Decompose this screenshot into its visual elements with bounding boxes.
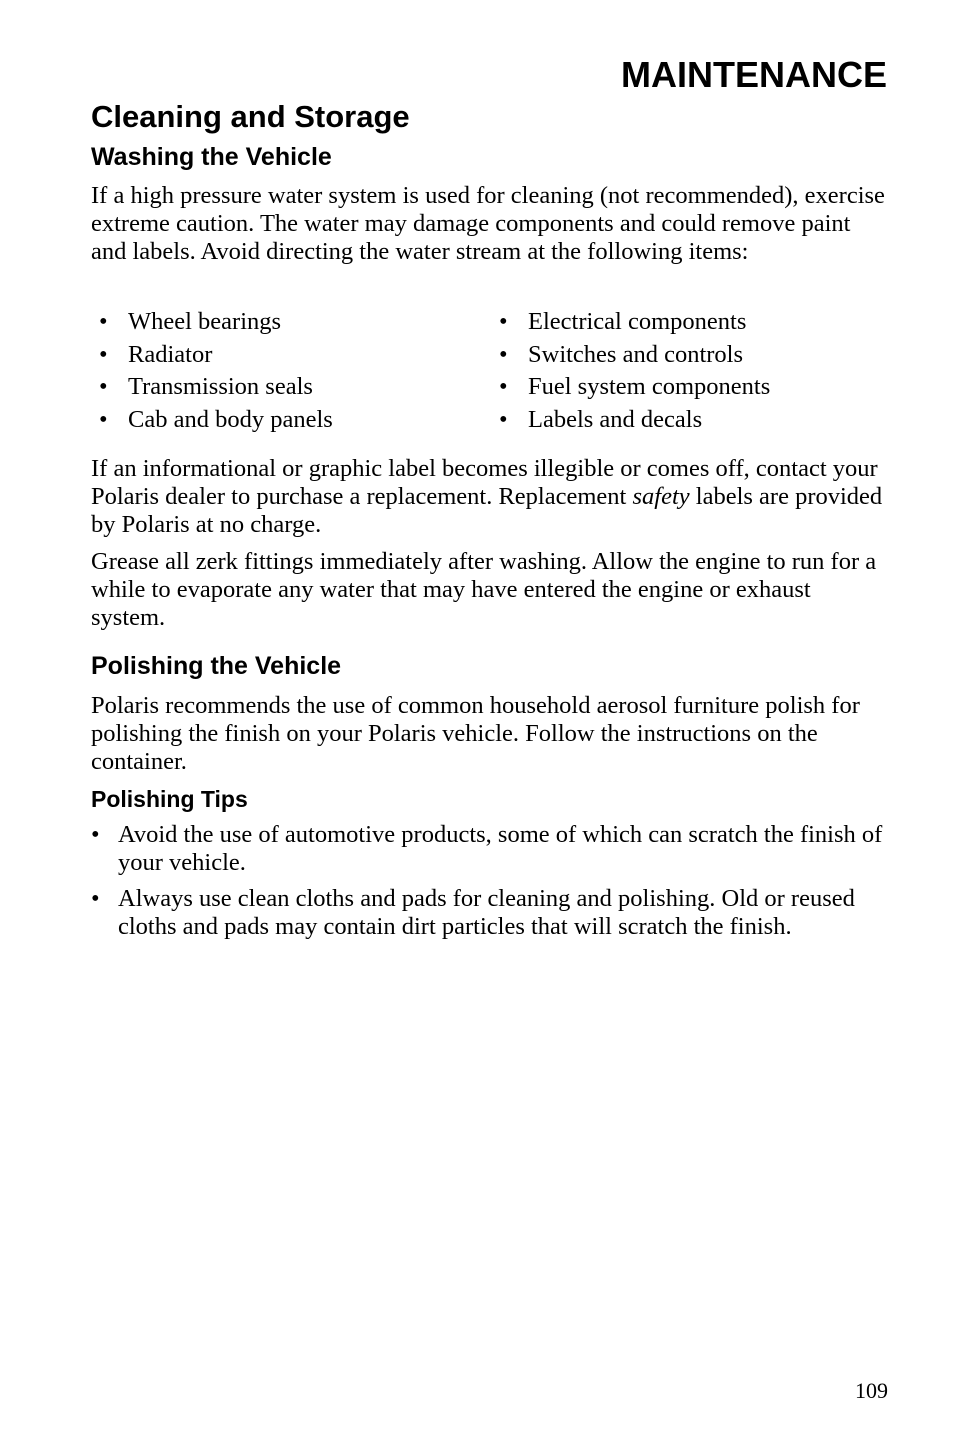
list-item: • Transmission seals (99, 373, 313, 401)
list-item: • Always use clean cloths and pads for cleaning and polishing. Old or reused cloths and pads may contain dirt particles that will scratch the finish. (91, 885, 855, 940)
list-item: • Avoid the use of automotive products, some of which can scratch the finish of your vehicle. (91, 821, 883, 876)
list-item: • Radiator (99, 340, 213, 368)
list-item: • Switches and controls (499, 340, 744, 368)
washing-heading: Washing the Vehicle (91, 143, 332, 171)
chapter-title: MAINTENANCE (621, 54, 887, 95)
page-number: 109 (855, 1378, 888, 1403)
avoid-items-list (99, 306, 891, 437)
document-page (91, 0, 891, 1454)
list-item: • Fuel system components (499, 373, 771, 401)
list-item: • Labels and decals (499, 406, 703, 434)
list-item: • Wheel bearings (99, 308, 282, 335)
grease-note: Grease all zerk fittings immediately after washing. Allow the engine to run for a while to evaporate any water that may have entered the engine or exhaust system. (91, 548, 877, 631)
washing-intro: If a high pressure water system is used for cleaning (not recommended), exercise extreme caution. The water may damage components and could remove paint and labels. Avoid directing the water stream at the following items: (91, 182, 885, 265)
label-replacement-note: If an informational or graphic label becomes illegible or comes off, contact your Polaris dealer to purchase a replacement. Replacement safety labels are provided by Polaris at no charge. (91, 455, 883, 538)
list-item: • Cab and body panels (99, 406, 333, 434)
polishing-heading: Polishing the Vehicle (91, 652, 342, 680)
polishing-tips-list (91, 821, 891, 949)
section-title: Cleaning and Storage (91, 99, 410, 134)
polishing-intro: Polaris recommends the use of common household aerosol furniture polish for polishing the finish on your Polaris vehicle. Follow the instructions on the container. (91, 692, 860, 775)
polishing-tips-heading: Polishing Tips (91, 786, 248, 812)
list-item: • Electrical components (499, 308, 747, 335)
